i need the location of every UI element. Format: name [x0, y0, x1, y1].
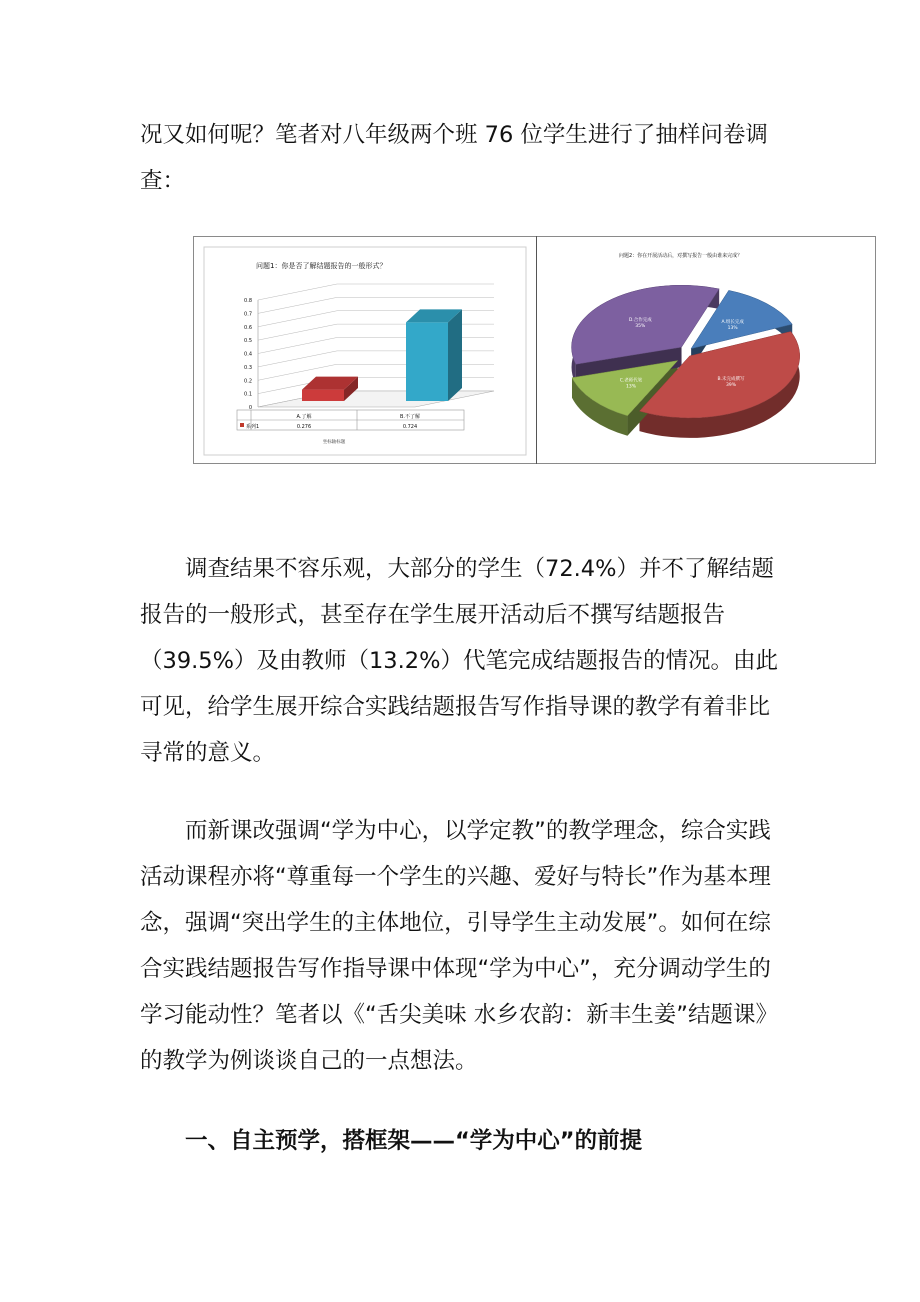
y-tick-label: 0.3: [244, 364, 252, 371]
y-tick-label: 0.5: [244, 338, 252, 345]
bar-front: [406, 322, 448, 401]
y-tick-label: 0.1: [244, 391, 252, 398]
pie-slice-label: C.老师代笔: [619, 378, 643, 384]
pie-slice-percent: 35%: [635, 324, 646, 330]
pie-slice-label: B.未完成撰写: [717, 376, 745, 382]
bar-grid-diag: [258, 338, 337, 354]
value-label: 0.724: [402, 424, 418, 430]
bar-front: [302, 390, 344, 401]
y-tick-label: 0.7: [244, 311, 252, 318]
bar-grid-diag: [258, 324, 337, 340]
survey-figure: [193, 236, 876, 464]
pie-slice-label: D.合作完成: [628, 318, 652, 324]
y-tick-label: 0.6: [244, 324, 252, 331]
pie-slice-percent: 13%: [625, 384, 636, 390]
legend-label: 系列1: [246, 424, 260, 430]
figure-divider: [536, 236, 537, 464]
pie-chart: [537, 237, 877, 463]
pie-chart-title: 问题2：你在开展活动后，对撰写报告一般由谁来完成？: [619, 253, 743, 259]
bar-chart: [194, 237, 535, 463]
intro-paragraph: 况又如何呢？笔者对八年级两个班 76 位学生进行了抽样问卷调查：: [140, 122, 768, 194]
bar-grid-diag: [258, 297, 337, 313]
philosophy-paragraph: 而新课改强调“学为中心，以学定教”的教学理念，综合实践活动课程亦将“尊重每一个学生的兴趣、爱好与特长”作为基本理念，强调“突出学生的主体地位，引导学生主动发展”。如何在综合实践结题报告写作指导课中体现“学为中心”，充分调动学生的学习能动性？笔者以《“舌尖美味 水乡农韵：新丰生姜”结题课》的教学为例谈谈自己的一点想法。: [140, 818, 778, 1074]
pie-slice-percent: 13%: [727, 325, 738, 331]
value-label: 0.276: [296, 424, 312, 430]
pie-slice-percent: 39%: [725, 382, 736, 388]
y-tick-label: 0: [248, 405, 252, 411]
bar-chart-title: 问题1：你是否了解结题报告的一般形式？: [256, 262, 387, 270]
bar-grid-diag: [258, 311, 337, 327]
bar-side: [448, 309, 462, 401]
bar-grid-diag: [258, 351, 337, 367]
y-tick-label: 0.8: [244, 298, 252, 304]
y-tick-label: 0.2: [244, 378, 252, 385]
pie-slice-label: A.组长完成: [721, 319, 744, 325]
category-label: B.不了解: [399, 414, 421, 420]
bar-floor: [258, 391, 494, 407]
y-tick-label: 0.4: [244, 351, 252, 358]
findings-paragraph: 调查结果不容乐观，大部分的学生（72.4%）并不了解结题报告的一般形式，甚至存在学生展开活动后不撰写结题报告（39.5%）及由教师（13.2%）代笔完成结题报告的情况。由此可见，给学生展开综合实践结题报告写作指导课的教学有着非比寻常的意义。: [140, 556, 778, 766]
legend-swatch: [240, 423, 244, 427]
category-label: A.了解: [296, 414, 312, 420]
x-axis-title: 坐标轴标题: [322, 440, 346, 445]
section-heading: 一、自主预学，搭框架——“学为中心”的前提: [185, 1128, 643, 1154]
bar-grid-diag: [258, 284, 337, 300]
